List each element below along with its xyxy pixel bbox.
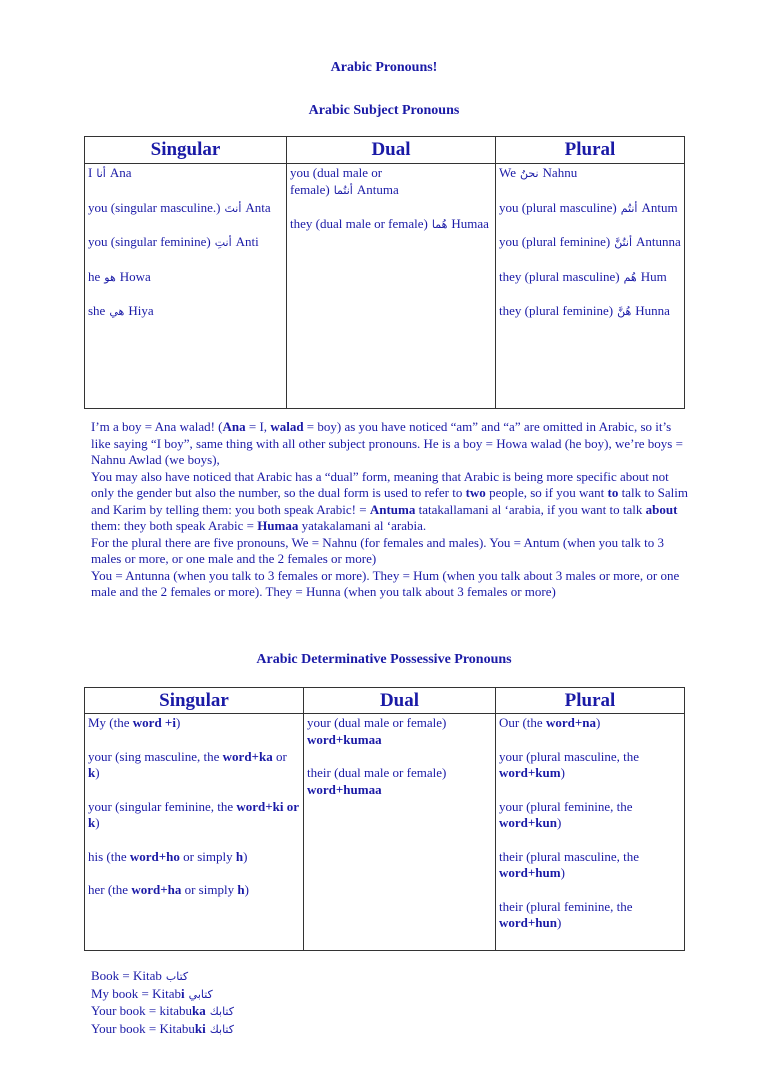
pronoun-entry bbox=[499, 269, 681, 287]
example-line: Your book = kitabuka كتابك bbox=[91, 1003, 234, 1018]
arabic-word: كتابك bbox=[209, 1022, 234, 1036]
possessive-entry: My (the word +i) bbox=[88, 715, 181, 730]
examples-block bbox=[91, 968, 238, 1038]
possessive-entry: your (sing masculine, the word+ka or k) bbox=[88, 748, 287, 780]
arabic-word: أنتِ bbox=[214, 236, 232, 249]
header-dual: Dual bbox=[287, 137, 496, 164]
bold-term: h bbox=[237, 882, 245, 897]
english-gloss: I bbox=[88, 165, 93, 180]
english-gloss: they (plural masculine) bbox=[499, 268, 620, 284]
bold-term: word+kun bbox=[499, 815, 557, 830]
bold-term: word +i bbox=[132, 715, 176, 730]
arabic-word: نحنُ bbox=[520, 167, 539, 180]
pronoun-entry bbox=[499, 303, 681, 321]
transliteration: Antum bbox=[641, 199, 678, 215]
arabic-word: هُنَّ bbox=[617, 305, 632, 318]
english-gloss: you (singular feminine) bbox=[88, 234, 211, 249]
singular-cell bbox=[85, 164, 287, 409]
english-gloss: he bbox=[88, 268, 101, 284]
pronoun-entry bbox=[88, 303, 283, 321]
bold-term: h bbox=[235, 848, 244, 864]
transliteration: Ana bbox=[109, 165, 132, 180]
bold-term: word+kum bbox=[499, 765, 561, 780]
header-dual: Dual bbox=[304, 688, 496, 714]
pronoun-entry bbox=[290, 165, 492, 199]
example-line: Book = Kitab كتاب bbox=[91, 968, 189, 983]
pronoun-entry bbox=[499, 200, 681, 218]
bold-term: i bbox=[181, 985, 185, 1001]
pronoun-entry bbox=[88, 269, 283, 287]
possessive-entry: your (plural feminine, the word+kun) bbox=[499, 798, 633, 830]
possessive-entry: his (the word+ho or simply h) bbox=[88, 848, 248, 864]
bold-term: word+ka bbox=[222, 748, 273, 764]
arabic-word: أنتَ bbox=[224, 201, 242, 215]
english-gloss: they (dual male or female) bbox=[290, 216, 428, 231]
transliteration: Hum bbox=[640, 268, 667, 284]
pronoun-entry bbox=[88, 200, 283, 218]
transliteration: Antunna bbox=[636, 234, 681, 249]
arabic-word: هُما bbox=[431, 218, 448, 231]
transliteration: Nahnu bbox=[542, 165, 578, 180]
arabic-word: هي bbox=[109, 305, 125, 318]
dual-cell bbox=[304, 714, 496, 951]
arabic-word: كتابي bbox=[188, 987, 213, 1001]
arabic-word: أنا bbox=[96, 167, 106, 180]
transliteration: Howa bbox=[119, 268, 151, 284]
arabic-word: أنتُم bbox=[620, 201, 638, 215]
example-line: My book = Kitabi كتابي bbox=[91, 985, 213, 1001]
english-gloss: she bbox=[88, 303, 106, 318]
transliteration: Anta bbox=[245, 199, 271, 215]
bold-term: word+ha bbox=[131, 882, 182, 897]
paragraph: You = Antunna (when you talk to 3 females or more). They = Hum (when you talk about 3 males or more, or one male and the 2 females or more). They = Hunna (when you talk about 3 females or more) bbox=[91, 567, 680, 599]
english-gloss: you (singular masculine.) bbox=[88, 199, 221, 215]
bold-term: Antuma bbox=[369, 501, 416, 517]
subject-pronouns-table bbox=[84, 136, 685, 409]
document-title: Arabic Pronouns! bbox=[330, 60, 438, 75]
possessive-entry: their (dual male or female) word+humaa bbox=[307, 765, 447, 797]
bold-term: word+hun bbox=[499, 915, 557, 930]
pronoun-entry bbox=[499, 165, 681, 183]
english-gloss: you (dual male or female) bbox=[290, 165, 383, 197]
example-line: Your book = Kitabuki كتابك bbox=[91, 1020, 234, 1036]
header-plural: Plural bbox=[496, 137, 685, 164]
pronoun-entry bbox=[88, 165, 283, 183]
header-singular: Singular bbox=[85, 688, 304, 714]
pronoun-entry bbox=[88, 234, 283, 252]
possessive-entry: their (plural feminine, the word+hun) bbox=[499, 898, 633, 930]
arabic-word: كتاب bbox=[165, 970, 189, 983]
paragraph: You may also have noticed that Arabic has a “dual” form, meaning that Arabic is being more specific about not only the gender but also the number, so the dual form is used to refer to two people, so if you want to talk to Salim and Karim by telling them: you both speak Arabic! = Antuma tatakallamani al ‘arabia, if you want to talk about them: they both speak Arabic = Humaa yatakalamani al ‘arabia. bbox=[91, 468, 689, 533]
transliteration: Anti bbox=[235, 234, 259, 249]
bold-term: word+ho bbox=[129, 848, 180, 864]
dual-cell bbox=[287, 164, 496, 409]
paragraph: I’m a boy = Ana walad! (Ana = I, walad = boy) as you have noticed “am” and “a” are omitted in Arabic, so it’s like saying “I boy”, same thing with all other subject pronouns. He is a boy = Howa walad (he boy), we’re boys = Nahnu Awlad (we boys), bbox=[91, 419, 683, 467]
possessive-entry: their (plural masculine, the word+hum) bbox=[499, 848, 640, 880]
bold-term: word+ki or k bbox=[88, 798, 299, 830]
bold-term: ka bbox=[192, 1003, 206, 1018]
pronoun-entry bbox=[499, 234, 681, 252]
english-gloss: We bbox=[499, 165, 516, 180]
possessive-pronouns-heading: Arabic Determinative Possessive Pronouns bbox=[256, 652, 512, 667]
possessive-entry: your (dual male or female) word+kumaa bbox=[307, 715, 447, 747]
explanation-text bbox=[91, 419, 691, 601]
transliteration: Humaa bbox=[451, 216, 489, 231]
arabic-word: كتابك bbox=[209, 1005, 234, 1018]
english-gloss: you (plural feminine) bbox=[499, 234, 611, 249]
bold-term: ki bbox=[194, 1020, 206, 1036]
subject-pronouns-heading: Arabic Subject Pronouns bbox=[308, 103, 460, 118]
english-gloss: they (plural feminine) bbox=[499, 303, 614, 318]
bold-term: to bbox=[607, 485, 619, 500]
paragraph: For the plural there are five pronouns, We = Nahnu (for females and males). You = Antum (when you talk to 3 males or more, or one male and the 2 females or more) bbox=[91, 534, 664, 566]
singular-cell bbox=[85, 714, 304, 951]
bold-term: about bbox=[645, 501, 678, 517]
transliteration: Hunna bbox=[635, 303, 670, 318]
pronoun-entry bbox=[290, 216, 492, 234]
possessive-entry: your (singular feminine, the word+ki or k) bbox=[88, 798, 299, 830]
bold-term: k bbox=[88, 765, 96, 780]
plural-cell bbox=[496, 714, 685, 951]
arabic-word: هُم bbox=[623, 270, 637, 284]
possessive-pronouns-table bbox=[84, 687, 685, 951]
arabic-word: أنتُنَّ bbox=[614, 236, 632, 249]
possessive-entry: Our (the word+na) bbox=[499, 715, 601, 730]
possessive-entry: your (plural masculine, the word+kum) bbox=[499, 748, 640, 780]
header-singular: Singular bbox=[85, 137, 287, 164]
bold-term: two bbox=[465, 485, 486, 500]
arabic-word: هو bbox=[104, 270, 116, 284]
possessive-entry: her (the word+ha or simply h) bbox=[88, 882, 249, 897]
bold-term: walad bbox=[270, 419, 304, 434]
bold-term: Ana bbox=[222, 419, 246, 434]
transliteration: Hiya bbox=[128, 303, 154, 318]
english-gloss: you (plural masculine) bbox=[499, 199, 617, 215]
transliteration: Antuma bbox=[356, 181, 399, 197]
arabic-word: أنتُما bbox=[333, 183, 353, 197]
bold-term: word+humaa bbox=[307, 781, 382, 797]
bold-term: word+kumaa bbox=[307, 731, 382, 747]
header-plural: Plural bbox=[496, 688, 685, 714]
bold-term: word+na bbox=[545, 715, 596, 730]
plural-cell bbox=[496, 164, 685, 409]
bold-term: word+hum bbox=[499, 865, 561, 880]
bold-term: Humaa bbox=[257, 518, 299, 533]
